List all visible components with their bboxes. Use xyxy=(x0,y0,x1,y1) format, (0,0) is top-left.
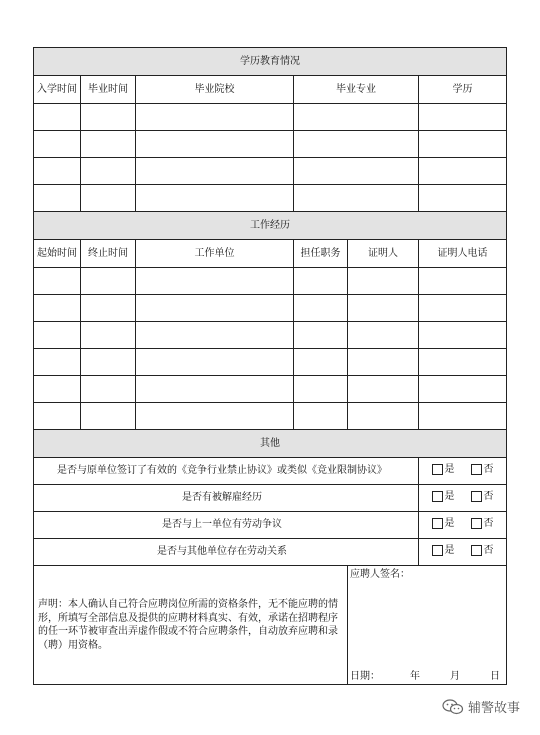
work-cell[interactable] xyxy=(294,322,348,349)
watermark-text: 辅警故事 xyxy=(468,701,521,716)
no-label: 否 xyxy=(483,544,494,556)
work-cell[interactable] xyxy=(136,295,294,322)
education-row xyxy=(34,158,507,185)
work-cell[interactable] xyxy=(294,268,348,295)
signature-label: 应聘人签名： xyxy=(350,569,410,580)
work-row xyxy=(34,376,507,403)
application-form xyxy=(33,47,506,685)
date-line xyxy=(350,671,500,683)
work-row xyxy=(34,322,507,349)
work-row xyxy=(34,349,507,376)
work-row xyxy=(34,295,507,322)
work-cell[interactable] xyxy=(136,403,294,430)
education-cell[interactable] xyxy=(81,158,136,185)
work-cell[interactable] xyxy=(419,376,507,403)
work-cell[interactable] xyxy=(81,322,136,349)
work-cell[interactable] xyxy=(34,268,81,295)
question-non-compete: 是否与原单位签订了有效的《竞争行业禁止协议》或类似《竞业限制协议》 xyxy=(34,458,419,485)
education-section-header xyxy=(34,48,507,76)
question-row xyxy=(34,539,507,566)
work-cell[interactable] xyxy=(348,322,419,349)
watermark xyxy=(442,697,520,716)
work-title: 工作经历 xyxy=(34,212,507,240)
education-cell[interactable] xyxy=(294,185,419,212)
work-cell[interactable] xyxy=(34,349,81,376)
question-labor-dispute: 是否与上一单位有劳动争议 xyxy=(34,512,419,539)
col-enroll-time: 入学时间 xyxy=(34,76,81,104)
no-label: 否 xyxy=(483,463,494,475)
other-title: 其他 xyxy=(34,430,507,458)
work-cell[interactable] xyxy=(419,268,507,295)
col-degree: 学历 xyxy=(419,76,507,104)
education-cell[interactable] xyxy=(294,158,419,185)
month-label: 月 xyxy=(450,670,461,682)
work-cell[interactable] xyxy=(81,268,136,295)
no-checkbox[interactable] xyxy=(471,491,482,502)
col-graduation-time: 毕业时间 xyxy=(81,76,136,104)
education-title: 学历教育情况 xyxy=(34,48,507,76)
no-checkbox[interactable] xyxy=(471,545,482,556)
yes-no-choice xyxy=(419,512,507,539)
education-cell[interactable] xyxy=(136,131,294,158)
education-cell[interactable] xyxy=(136,104,294,131)
work-cell[interactable] xyxy=(34,322,81,349)
question-row xyxy=(34,485,507,512)
work-cell[interactable] xyxy=(294,349,348,376)
education-cell[interactable] xyxy=(34,185,81,212)
other-section-header xyxy=(34,430,507,458)
yes-no-choice xyxy=(419,485,507,512)
question-row xyxy=(34,512,507,539)
work-cell[interactable] xyxy=(348,403,419,430)
yes-checkbox[interactable] xyxy=(432,464,443,475)
work-cell[interactable] xyxy=(348,295,419,322)
question-dismissal: 是否有被解雇经历 xyxy=(34,485,419,512)
no-checkbox[interactable] xyxy=(471,518,482,529)
no-checkbox[interactable] xyxy=(471,464,482,475)
work-cell[interactable] xyxy=(419,295,507,322)
education-cell[interactable] xyxy=(294,131,419,158)
col-end-time: 终止时间 xyxy=(81,240,136,268)
yes-checkbox[interactable] xyxy=(432,545,443,556)
col-major: 毕业专业 xyxy=(294,76,419,104)
wechat-icon xyxy=(442,699,464,715)
col-school: 毕业院校 xyxy=(136,76,294,104)
work-cell[interactable] xyxy=(294,295,348,322)
work-cell[interactable] xyxy=(348,376,419,403)
work-cell[interactable] xyxy=(136,349,294,376)
yes-label: 是 xyxy=(444,463,455,475)
col-referee: 证明人 xyxy=(348,240,419,268)
declaration-text: 声明：本人确认自己符合应聘岗位所需的资格条件，无不能应聘的情形，所填写全部信息及提供的应聘材料真实、有效，承诺在招聘程序的任一环节被审查出弄虚作假或不符合应聘条件，自动放弃应聘和录（聘）用资格。 xyxy=(34,566,348,685)
col-start-time: 起始时间 xyxy=(34,240,81,268)
day-label: 日 xyxy=(490,670,501,682)
work-cell[interactable] xyxy=(419,349,507,376)
declaration-row xyxy=(34,566,507,685)
yes-checkbox[interactable] xyxy=(432,491,443,502)
yes-no-choice xyxy=(419,458,507,485)
col-employer: 工作单位 xyxy=(136,240,294,268)
work-section-header xyxy=(34,212,507,240)
education-cell[interactable] xyxy=(419,104,507,131)
work-row xyxy=(34,403,507,430)
education-cell[interactable] xyxy=(294,104,419,131)
col-position: 担任职务 xyxy=(294,240,348,268)
education-cell[interactable] xyxy=(34,131,81,158)
yes-label: 是 xyxy=(444,544,455,556)
work-cell[interactable] xyxy=(136,376,294,403)
work-cell[interactable] xyxy=(81,349,136,376)
no-label: 否 xyxy=(483,517,494,529)
education-cell[interactable] xyxy=(419,131,507,158)
question-row xyxy=(34,458,507,485)
education-row xyxy=(34,185,507,212)
work-row xyxy=(34,268,507,295)
work-cell[interactable] xyxy=(419,322,507,349)
education-cell[interactable] xyxy=(419,185,507,212)
education-cell[interactable] xyxy=(34,104,81,131)
work-cell[interactable] xyxy=(294,376,348,403)
yes-no-choice xyxy=(419,539,507,566)
work-header-row xyxy=(34,240,507,268)
work-cell[interactable] xyxy=(34,403,81,430)
education-cell[interactable] xyxy=(34,158,81,185)
yes-checkbox[interactable] xyxy=(432,518,443,529)
yes-label: 是 xyxy=(444,490,455,502)
year-label: 年 xyxy=(410,670,421,682)
work-cell[interactable] xyxy=(294,403,348,430)
education-cell[interactable] xyxy=(419,158,507,185)
question-labor-relation: 是否与其他单位存在劳动关系 xyxy=(34,539,419,566)
education-cell[interactable] xyxy=(81,131,136,158)
work-cell[interactable] xyxy=(348,268,419,295)
yes-label: 是 xyxy=(444,517,455,529)
col-referee-phone: 证明人电话 xyxy=(419,240,507,268)
work-cell[interactable] xyxy=(81,403,136,430)
work-cell[interactable] xyxy=(348,349,419,376)
education-cell[interactable] xyxy=(136,185,294,212)
education-row xyxy=(34,104,507,131)
work-cell[interactable] xyxy=(136,268,294,295)
work-cell[interactable] xyxy=(136,322,294,349)
work-cell[interactable] xyxy=(34,376,81,403)
form-table xyxy=(33,47,507,685)
education-cell[interactable] xyxy=(81,104,136,131)
work-cell[interactable] xyxy=(34,295,81,322)
education-cell[interactable] xyxy=(136,158,294,185)
work-cell[interactable] xyxy=(81,376,136,403)
education-row xyxy=(34,131,507,158)
signature-cell[interactable] xyxy=(348,566,507,685)
work-cell[interactable] xyxy=(81,295,136,322)
education-cell[interactable] xyxy=(81,185,136,212)
date-label: 日期： xyxy=(350,670,380,682)
no-label: 否 xyxy=(483,490,494,502)
work-cell[interactable] xyxy=(419,403,507,430)
education-header-row xyxy=(34,76,507,104)
